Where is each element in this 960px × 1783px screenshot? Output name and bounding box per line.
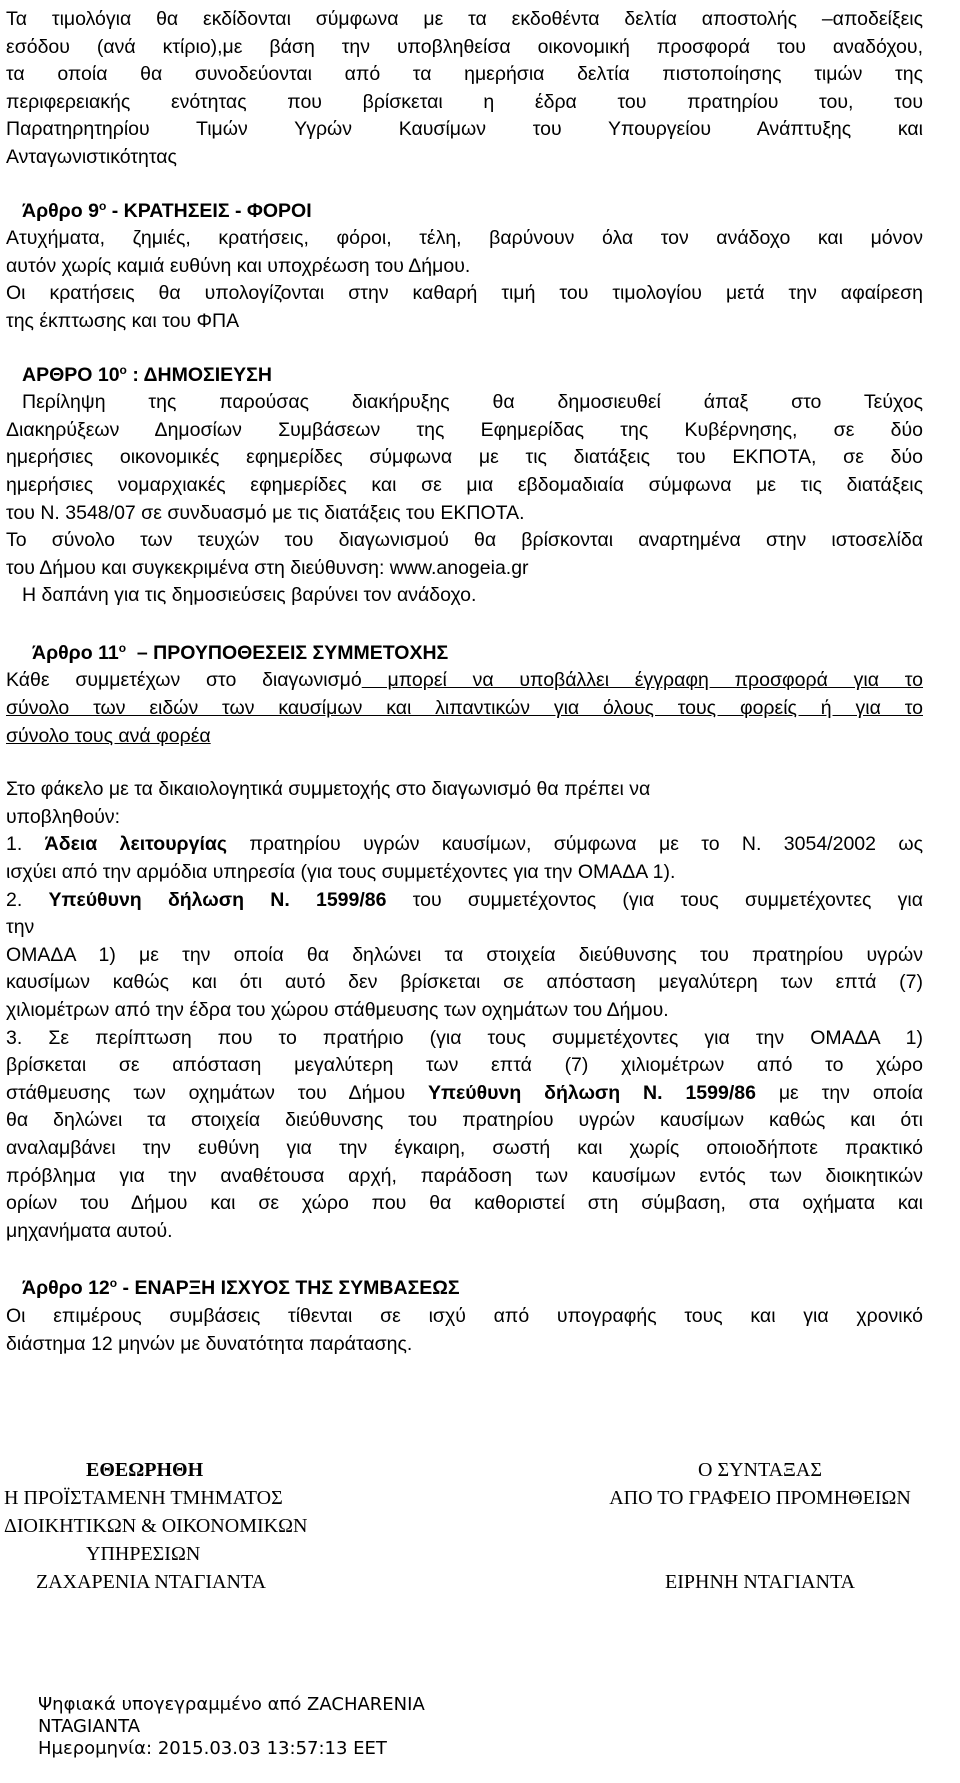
documents-intro-line: υποβληθούν: (6, 805, 121, 828)
signature-left-name: ΖΑΧΑΡΕΝΙΑ ΝΤΑΓΙΑΝΤΑ (36, 1571, 266, 1593)
item2-number: 2. (6, 888, 49, 911)
article10-heading (6, 362, 923, 390)
digital-signature-line: Ψηφιακά υπογεγραμμένο από ZACHARENIA (38, 1694, 425, 1715)
article11-line1-underlined: μπορεί να υποβάλλει έγγραφη προσφορά για το (361, 669, 924, 692)
article11-line (6, 667, 923, 695)
article11-heading-sup: ο (118, 640, 127, 655)
item1-text: πρατηρίου υγρών καυσίμων, σύμφωνα με το Ν. 3054/2002 ως (227, 833, 923, 856)
article12-heading-sup: ο (109, 1276, 118, 1291)
article11-line: σύνολο τους ανά φορέα (6, 724, 211, 747)
article9-heading-prefix: Άρθρο 9 (22, 199, 99, 222)
article11-heading-suffix: – ΠΡΟΥΠΟΘΕΣΕΙΣ ΣΥΜΜΕΤΟΧΗΣ (136, 641, 449, 664)
item2-line: ΟΜΑΔΑ 1) με την οποία θα δηλώνει τα στοιχεία διεύθυνσης του πρατηρίου υγρών (6, 943, 923, 966)
article10-line: του Δήμου και συγκεκριμένα στη διεύθυνση: www.anogeia.gr (6, 556, 529, 579)
article9-heading (6, 198, 923, 226)
digital-signature-stamp (38, 1694, 558, 1760)
article12-line: Οι επιμέρους συμβάσεις τίθενται σε ισχύ από υπογραφής τους και για χρονικό (6, 1304, 923, 1327)
article9-heading-suffix: - ΚΡΑΤΗΣΕΙΣ - ΦΟΡΟΙ (111, 199, 312, 222)
article11-line1-plain: Κάθε συμμετέχων στο διαγωνισμό (6, 669, 362, 692)
item1-number: 1. (6, 833, 45, 856)
item3-line (6, 1080, 923, 1108)
signature-block-right (570, 1456, 950, 1596)
item2-text: του συμμετέχοντος (για τους συμμετέχοντες για (386, 888, 924, 911)
requirement-item-2 (6, 887, 923, 915)
item3-text-pre: στάθμευσης των οχημάτων του Δήμου (6, 1081, 429, 1104)
article11-line: σύνολο των ειδών των καυσίμων και λιπαντικών για όλους τους φορείς ή για το (6, 697, 923, 720)
item2-bold: Υπεύθυνη δήλωση Ν. 1599/86 (48, 888, 387, 911)
article11-heading-prefix: Άρθρο 11 (32, 641, 119, 664)
signature-left-title-line: Η ΠΡΟΪΣΤΑΜΕΝΗ ΤΜΗΜΑΤΟΣ (4, 1487, 283, 1509)
article10-line: ημερήσιες νομαρχιακές εφημερίδες και σε μια εβδομαδιαία σύμφωνα με τις διατάξεις (6, 473, 923, 496)
article10-line: Διακηρύξεων Δημοσίων Συμβάσεων της Εφημερίδας της Κυβέρνησης, σε δύο (6, 418, 923, 441)
signature-left-title-line: ΥΠΗΡΕΣΙΩΝ (86, 1543, 201, 1565)
article10-line: Το σύνολο των τευχών του διαγωνισμού θα βρίσκονται αναρτημένα στην ιστοσελίδα (6, 529, 923, 552)
article9-line: αυτόν χωρίς καμιά ευθύνη και υποχρέωση του Δήμου. (6, 254, 471, 277)
item1-line: ισχύει από την αρμόδια υπηρεσία (για τους συμμετέχοντες για την ΟΜΑΔΑ 1). (6, 861, 676, 884)
intro-line: Τα τιμολόγια θα εκδίδονται σύμφωνα με τα εκδοθέντα δελτία αποστολής –αποδείξεις (6, 8, 923, 30)
item3-line: βρίσκεται σε απόσταση μεγαλύτερη των επτά (7) χιλιομέτρων από το χώρο (6, 1054, 923, 1077)
digital-signature-line: NTAGIANTA (38, 1716, 141, 1737)
signature-right-label: Ο ΣΥΝΤΑΞΑΣ (698, 1459, 822, 1481)
intro-line: Παρατηρητηρίου Τιμών Υγρών Καυσίμων του Υπουργείου Ανάπτυξης και (6, 118, 923, 141)
article9-heading-sup: ο (98, 198, 107, 213)
item2-line: χιλιομέτρων από την έδρα του χώρου στάθμευσης των οχημάτων του Δήμου. (6, 999, 669, 1021)
article11-heading (6, 640, 923, 668)
item3-text-post: με την οποία (755, 1081, 923, 1104)
document-body (6, 6, 923, 1358)
intro-paragraph (6, 6, 923, 172)
documents-intro-line: Στο φάκελο με τα δικαιολογητικά συμμετοχής στο διαγωνισμό θα πρέπει να (6, 778, 651, 801)
digital-signature-date: Ημερομηνία: 2015.03.03 13:57:13 EET (38, 1738, 387, 1759)
article10-heading-prefix: ΑΡΘΡΟ 10 (22, 363, 120, 386)
signature-left-title-line: ΔΙΟΙΚΗΤΙΚΩΝ & ΟΙΚΟΝΟΜΙΚΩΝ (4, 1515, 308, 1537)
article12-heading-suffix: - ΕΝΑΡΞΗ ΙΣΧΥΟΣ ΤΗΣ ΣΥΜΒΑΣΕΩΣ (122, 1277, 460, 1300)
article9-line: της έκπτωσης και του ΦΠΑ (6, 309, 240, 332)
signature-left-label: ΕΘΕΩΡΗΘΗ (86, 1459, 204, 1481)
signature-right-name: ΕΙΡΗΝΗ ΝΤΑΓΙΑΝΤΑ (665, 1571, 855, 1593)
intro-line: περιφερειακής ενότητας που βρίσκεται η έδρα του πρατηρίου του, του (6, 90, 923, 113)
article9-line: Οι κρατήσεις θα υπολογίζονται στην καθαρή τιμή του τιμολογίου μετά την αφαίρεση (6, 282, 923, 305)
item3-bold: Υπεύθυνη δήλωση Ν. 1599/86 (428, 1081, 756, 1104)
article10-line: Περίληψη της παρούσας διακήρυξης θα δημοσιευθεί άπαξ στο Τεύχος (22, 391, 923, 414)
article10-line: του Ν. 3548/07 σε συνδυασμό με τις διατάξεις του ΕΚΠΟΤΑ. (6, 501, 525, 524)
article10-line: ημερήσιες οικονομικές εφημερίδες σύμφωνα με τις διατάξεις του ΕΚΠΟΤΑ, σε δύο (6, 446, 923, 469)
article10-heading-suffix: : ΔΗΜΟΣΙΕΥΣΗ (132, 363, 272, 386)
article9-line: Ατυχήματα, ζημιές, κρατήσεις, φόροι, τέλη, βαρύνουν όλα τον ανάδοχο και μόνον (6, 227, 923, 250)
article10-line: Η δαπάνη για τις δημοσιεύσεις βαρύνει τον ανάδοχο. (22, 584, 477, 607)
signature-block-left (4, 1456, 384, 1596)
item3-line: ορίων του Δήμου και σε χώρο που θα καθοριστεί στη σύμβαση, στα οχήματα και (6, 1192, 923, 1215)
article12-heading (6, 1275, 923, 1303)
item3-line: αναλαμβάνει την ευθύνη για την έγκαιρη, σωστή και χωρίς οποιοδήποτε πρακτικό (6, 1136, 923, 1159)
intro-line: Ανταγωνιστικότητας (6, 145, 177, 168)
requirement-item-3: 3. Σε περίπτωση που το πρατήριο (για τους συμμετέχοντες για την ΟΜΑΔΑ 1) (6, 1026, 923, 1049)
article12-line: διάστημα 12 μηνών με δυνατότητα παράτασης. (6, 1332, 413, 1355)
item1-bold: Άδεια λειτουργίας (44, 833, 227, 856)
signature-right-title-line: ΑΠΟ ΤΟ ΓΡΑΦΕΙΟ ΠΡΟΜΗΘΕΙΩΝ (609, 1487, 911, 1509)
intro-line: τα οποία θα συνοδεύονται από τα ημερήσια δελτία πιστοποίησης τιμών της (6, 63, 923, 86)
intro-line: εσόδου (ανά κτίριο),με βάση την υποβληθείσα οικονομική προσφορά του αναδόχου, (6, 35, 923, 58)
item3-line: πρόβλημα για την αναθέτουσα αρχή, παράδοση των καυσίμων εντός των διοικητικών (6, 1164, 923, 1187)
article12-heading-prefix: Άρθρο 12 (22, 1277, 110, 1300)
item3-line: μηχανήματα αυτού. (6, 1219, 173, 1242)
article10-heading-sup: ο (119, 362, 127, 377)
item2-line: την (6, 916, 35, 939)
item3-line: θα δηλώνει τα στοιχεία διεύθυνσης του πρατηρίου υγρών καυσίμων καθώς και ότι (6, 1109, 923, 1132)
item2-line: καυσίμων καθώς και ότι αυτό δεν βρίσκεται σε απόσταση μεγαλύτερη των επτά (7) (6, 971, 923, 994)
requirement-item-1 (6, 831, 923, 859)
